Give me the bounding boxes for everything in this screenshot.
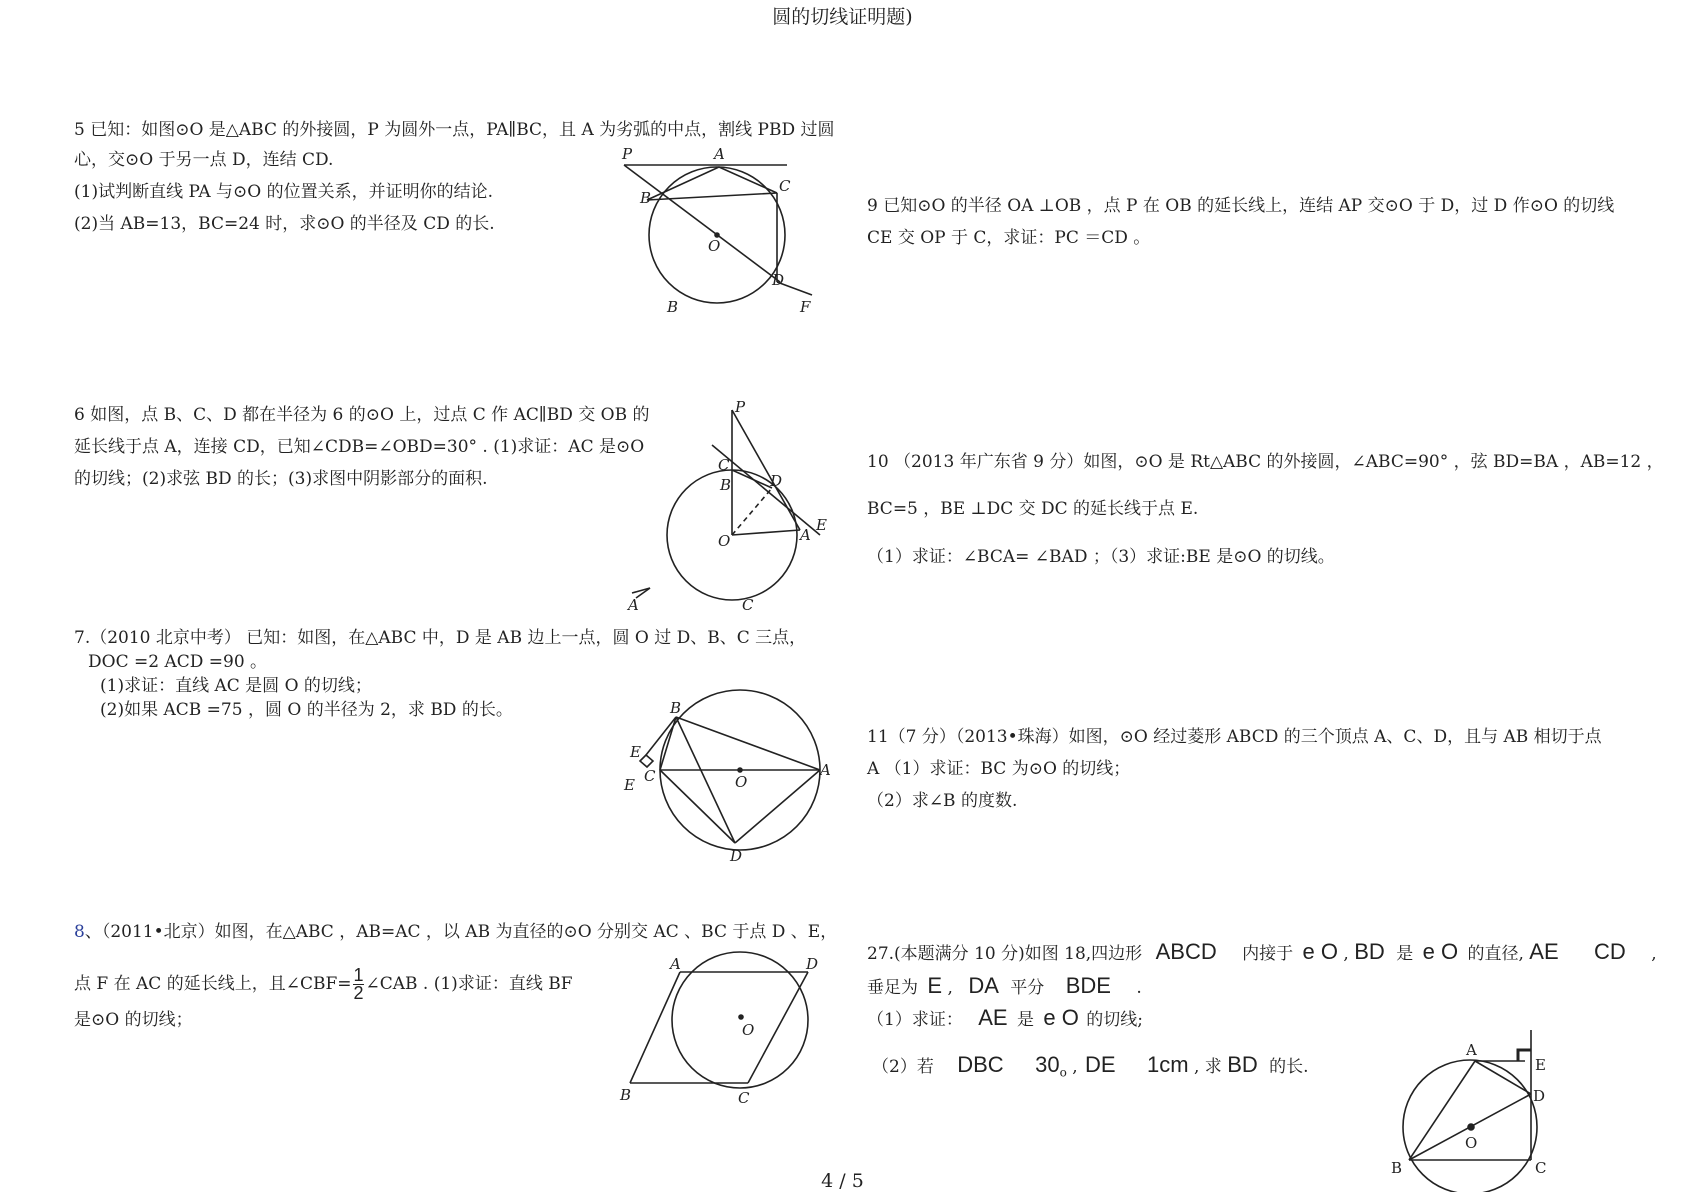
q27-t14: （2）若 <box>872 1057 934 1077</box>
q8-line1 <box>74 922 837 942</box>
q27-t17: 的长. <box>1269 1057 1309 1077</box>
q5-label-p: P <box>622 145 633 163</box>
q8-label-o: O <box>742 1021 755 1039</box>
q6-label-e: E <box>816 516 827 534</box>
q27-t9: 平分 <box>1010 978 1045 998</box>
q5-label-c: C <box>779 177 791 195</box>
q5-label-b2: B <box>667 298 679 316</box>
q6-label-c2: C <box>742 596 754 614</box>
q6-label-o: O <box>718 532 731 550</box>
q27-t16: , 求 <box>1193 1057 1222 1077</box>
q27-t12: 是 <box>1017 1010 1034 1030</box>
q8-line2b: ∠CAB . (1)求证：直线 BF <box>365 974 573 994</box>
page-footer: 4 / 5 <box>821 1170 864 1192</box>
q5-figure <box>612 145 832 320</box>
q8-line1-text: 、（2011•北京）如图，在△ABC ，AB=AC ，以 AB 为直径的⊙O 分别交 AC 、BC 于点 D 、E， <box>84 922 838 942</box>
q27-t6: , <box>1651 944 1657 964</box>
q27-t10: . <box>1136 978 1142 998</box>
q5-label-f: F <box>800 298 811 316</box>
q8-line2 <box>74 967 573 1002</box>
q27-line2 <box>867 973 1142 998</box>
q8-number: 8 <box>74 922 85 942</box>
q8-label-d: D <box>806 955 819 973</box>
q10-line2: BC=5 ，BE ⊥DC 交 DC 的延长线于点 E. <box>867 499 1199 519</box>
q27-m4: e O <box>1422 939 1459 964</box>
q7-line1: 7.（2010 北京中考） 已知：如图，在△ABC 中，D 是 AB 边上一点，圆 O 过 D、B、C 三点， <box>74 628 807 648</box>
q8-line2a: 点 F 在 AC 的延长线上，且∠CBF= <box>74 974 352 994</box>
q27-m9: BDE <box>1065 973 1111 998</box>
q27-m12: DBC <box>957 1052 1004 1077</box>
q8-label-a: A <box>670 955 681 973</box>
q11-line1: 11（7 分）（2013•珠海）如图，⊙O 经过菱形 ABCD 的三个顶点 A、C、D，且与 AB 相切于点 <box>867 727 1602 747</box>
q27-label-c: C <box>1535 1159 1547 1177</box>
q6-line2: 延长线于点 A，连接 CD，已知∠CDB=∠OBD=30° . (1)求证：AC 是⊙O <box>74 437 645 457</box>
q27-m6: CD <box>1594 939 1626 964</box>
q27-m8: DA <box>968 973 999 998</box>
q27-label-o: O <box>1465 1134 1478 1152</box>
q27-t1: 27.(本题满分 10 分)如图 18,四边形 <box>867 944 1143 964</box>
q27-m5: AE <box>1529 939 1559 964</box>
q8-figure <box>620 945 830 1115</box>
q8-line3: 是⊙O 的切线； <box>74 1010 193 1030</box>
q7-label-c: C <box>644 767 656 785</box>
q27-m13-sup: o <box>1059 1065 1067 1080</box>
q27-m1: ABCD <box>1155 939 1217 964</box>
q5-label-d: D <box>772 271 785 289</box>
q7-line2: DOC =2 ACD =90 。 <box>88 652 268 672</box>
q27-label-b: B <box>1391 1159 1403 1177</box>
q5-label-a: A <box>714 145 725 163</box>
q27-label-e: E <box>1535 1056 1546 1074</box>
q5-line4: (2)当 AB=13，BC=24 时，求⊙O 的半径及 CD 的长. <box>74 214 495 234</box>
q27-m11: e O <box>1043 1005 1079 1030</box>
q7-line3: (1)求证：直线 AC 是圆 O 的切线； <box>100 676 372 696</box>
q27-t5: 的直径, <box>1467 944 1524 964</box>
q6-label-a2: A <box>628 596 639 614</box>
q27-m3: BD <box>1354 939 1385 964</box>
q6-figure <box>620 400 840 615</box>
q7-label-o: O <box>735 773 748 791</box>
q27-t4: 是 <box>1396 944 1414 964</box>
q10-line1: 10 （2013 年广东省 9 分）如图，⊙O 是 Rt△ABC 的外接圆，∠ABC=90° ，弦 BD=BA ，AB=12 ， <box>867 452 1664 472</box>
q6-label-d: D <box>770 472 783 490</box>
q10-line3: （1）求证：∠BCA= ∠BAD ；（3）求证:BE 是⊙O 的切线。 <box>867 547 1335 567</box>
q27-t13: 的切线; <box>1086 1010 1144 1030</box>
q5-line3: (1)试判断直线 PA 与⊙O 的位置关系，并证明你的结论. <box>74 182 494 202</box>
q5-line2: 心，交⊙O 于另一点 D，连结 CD. <box>74 150 334 170</box>
q6-line3: 的切线；(2)求弦 BD 的长；(3)求图中阴影部分的面积. <box>74 469 488 489</box>
q27-line4 <box>872 1052 1309 1082</box>
q27-m16: BD <box>1227 1052 1258 1077</box>
q7-label-b: B <box>670 699 682 717</box>
q7-label-e2: E <box>624 776 635 794</box>
q27-t2: 内接于 <box>1242 944 1294 964</box>
q7-figure <box>620 675 830 865</box>
q5-label-o: O <box>708 237 721 255</box>
q27-label-a: A <box>1466 1041 1477 1059</box>
q6-label-c: C <box>718 456 730 474</box>
q27-m7: E <box>927 973 943 998</box>
q8-label-c: C <box>738 1089 750 1107</box>
q7-line4: (2)如果 ACB =75 ，圆 O 的半径为 2，求 BD 的长。 <box>100 700 513 720</box>
q27-m15: 1cm <box>1147 1052 1189 1077</box>
q8-label-b: B <box>620 1086 632 1104</box>
q27-line3 <box>867 1005 1144 1030</box>
q6-label-a: A <box>800 526 811 544</box>
q27-t15: , <box>1072 1057 1078 1077</box>
q6-line1: 6 如图，点 B、C、D 都在半径为 6 的⊙O 上，过点 C 作 AC∥BD 交 OB 的 <box>74 405 650 425</box>
q27-m13: 30 <box>1035 1052 1060 1077</box>
q11-line3: （2）求∠B 的度数. <box>867 791 1018 811</box>
q27-m14: DE <box>1085 1052 1116 1077</box>
q6-label-p: P <box>735 398 746 416</box>
q5-label-b: B <box>640 189 652 207</box>
page-header: 圆的切线证明题) <box>772 6 913 28</box>
q9-line2: CE 交 OP 于 C，求证：PC ＝CD 。 <box>867 228 1151 248</box>
q6-label-b: B <box>720 476 732 494</box>
q7-label-e: E <box>630 743 641 761</box>
q7-label-d: D <box>730 847 743 865</box>
q8-frac-num: 1 <box>353 965 364 985</box>
q27-label-d: D <box>1533 1087 1546 1105</box>
q27-t11: （1）求证： <box>867 1010 963 1030</box>
q27-t7: 垂足为 <box>867 978 918 998</box>
q27-m10: AE <box>978 1005 1008 1030</box>
q27-figure <box>1385 1030 1565 1190</box>
q27-m2: e O <box>1302 939 1338 964</box>
q9-line1: 9 已知⊙O 的半径 OA ⊥OB ，点 P 在 OB 的延长线上，连结 AP 交⊙O 于 D，过 D 作⊙O 的切线 <box>867 196 1615 216</box>
q27-t8: , <box>947 978 953 998</box>
q27-line1 <box>867 939 1657 964</box>
q11-line2: A （1）求证：BC 为⊙O 的切线； <box>867 759 1131 779</box>
q27-t3: , <box>1343 944 1349 964</box>
q8-frac-den: 2 <box>353 983 364 1003</box>
q7-label-a: A <box>820 761 831 779</box>
q5-line1: 5 已知：如图⊙O 是△ABC 的外接圆，P 为圆外一点，PA∥BC，且 A 为劣弧的中点，割线 PBD 过圆 <box>74 120 835 140</box>
